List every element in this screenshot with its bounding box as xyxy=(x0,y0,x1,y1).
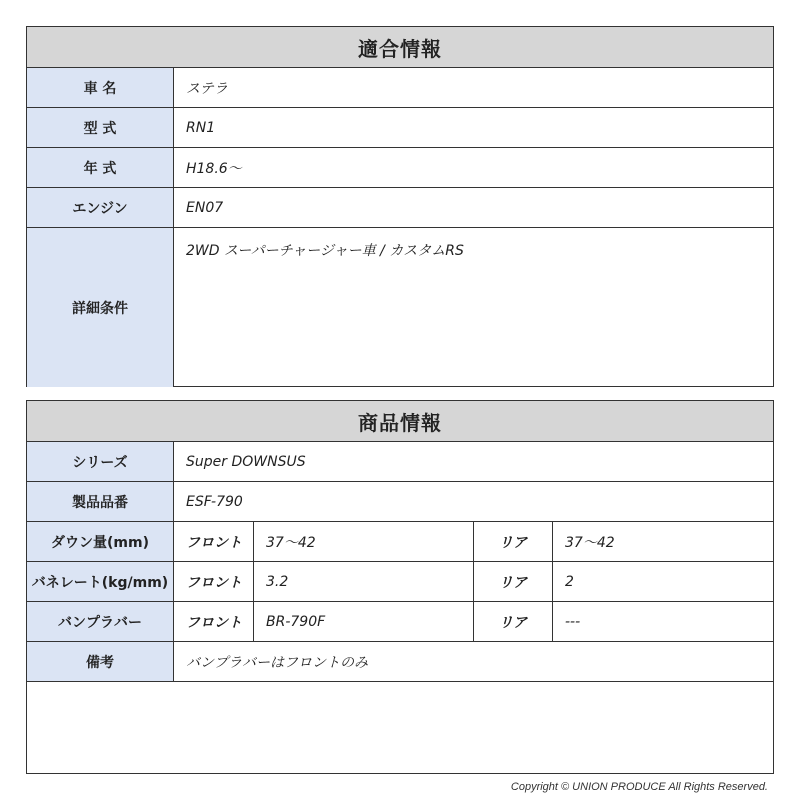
row-label: 型 式 xyxy=(27,108,174,147)
table-row-spring-rate xyxy=(27,562,773,602)
details-value: 2WD スーパーチャージャー車 / カスタムRS xyxy=(186,243,464,259)
table-row-remarks xyxy=(27,642,773,682)
model-code-value: RN1 xyxy=(186,119,216,136)
row-label: 車 名 xyxy=(27,68,174,107)
table-row-engine xyxy=(27,188,773,228)
rear-label: リア xyxy=(474,562,553,601)
product-header: 商品情報 xyxy=(27,401,773,442)
table-row-details xyxy=(27,228,773,387)
table-row-year xyxy=(27,148,773,188)
product-table xyxy=(26,400,774,774)
row-label: シリーズ xyxy=(27,442,174,481)
front-value: BR-790F xyxy=(254,602,474,641)
rear-label: リア xyxy=(474,522,553,561)
rear-value: 2 xyxy=(565,573,574,590)
copyright-text: Copyright © UNION PRODUCE All Rights Reserved. xyxy=(510,781,768,793)
rear-label: リア xyxy=(474,602,553,641)
part-number-value: ESF-790 xyxy=(186,493,243,510)
row-label: 製品品番 xyxy=(27,482,174,521)
car-name-value: ステラ xyxy=(186,80,228,97)
front-value: 37～42 xyxy=(254,522,474,561)
engine-value: EN07 xyxy=(186,199,224,216)
row-label: ダウン量(mm) xyxy=(27,522,174,561)
rear-value: 37～42 xyxy=(565,534,615,551)
front-label: フロント xyxy=(174,562,254,601)
down-amount-cells xyxy=(174,522,773,561)
remarks-value: バンプラバーはフロントのみ xyxy=(186,654,368,671)
front-value: 3.2 xyxy=(254,562,474,601)
table-row-series xyxy=(27,442,773,482)
front-label: フロント xyxy=(174,602,254,641)
row-label: バンプラバー xyxy=(27,602,174,641)
front-label: フロント xyxy=(174,522,254,561)
table-row-down-amount xyxy=(27,522,773,562)
bump-rubber-cells xyxy=(174,602,773,641)
row-label: エンジン xyxy=(27,188,174,227)
year-value: H18.6～ xyxy=(186,160,242,177)
fitment-header: 適合情報 xyxy=(27,27,773,68)
row-label: 詳細条件 xyxy=(27,228,174,387)
spring-rate-cells xyxy=(174,562,773,601)
table-row-model-code xyxy=(27,108,773,148)
row-label: 年 式 xyxy=(27,148,174,187)
row-label: バネレート(kg/mm) xyxy=(27,562,174,601)
table-row-car-name xyxy=(27,68,773,108)
rear-value: --- xyxy=(565,613,581,630)
fitment-table xyxy=(26,26,774,387)
table-row-part-number xyxy=(27,482,773,522)
table-row-bump-rubber xyxy=(27,602,773,642)
series-value: Super DOWNSUS xyxy=(186,453,306,470)
row-label: 備考 xyxy=(27,642,174,681)
